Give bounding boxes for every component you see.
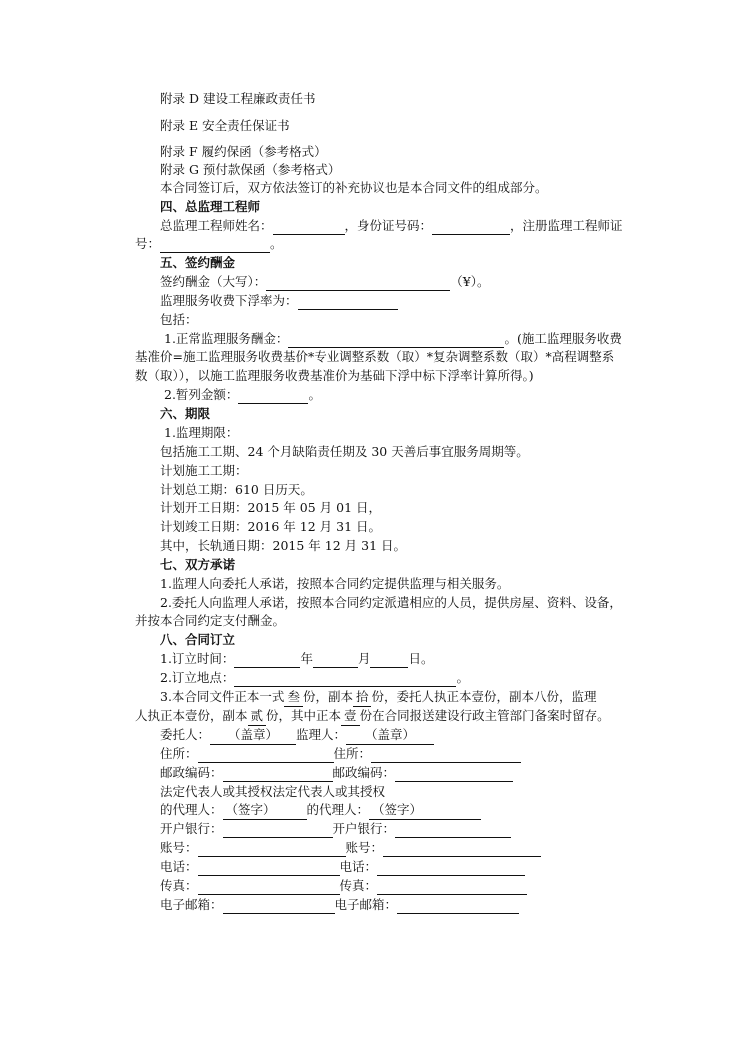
email-line — [160, 896, 519, 914]
amount-line — [160, 273, 489, 291]
client-account-blank — [198, 842, 346, 857]
client-line — [160, 726, 434, 745]
supervisor-postcode-blank — [395, 767, 513, 782]
supervisor-bank-blank — [395, 823, 511, 838]
client-email-blank — [223, 899, 335, 914]
copies-text-c: 份，委托人执正本壹份，副本八份，监理 — [371, 689, 597, 704]
month-blank — [313, 653, 358, 668]
copies-filed: 壹 — [341, 707, 360, 726]
chief-engineer-line — [160, 217, 623, 235]
client-bank-label: 开户银行： — [160, 821, 223, 836]
client-bank-blank — [223, 823, 333, 838]
phone-line — [160, 858, 525, 876]
amount-blank — [266, 276, 450, 291]
client-fax-label: 传真： — [160, 878, 198, 893]
address-line — [160, 745, 521, 763]
client-postcode-blank — [223, 767, 333, 782]
sign-place-line — [160, 669, 469, 687]
supervisor-phone-label: 电话： — [339, 859, 378, 874]
supervisor-agent-sign: （签字） — [369, 801, 481, 820]
id-blank — [432, 220, 510, 235]
include-label: 包括： — [160, 312, 198, 327]
item2-end: 。 — [308, 387, 321, 402]
supervisor-label: 监理人： — [296, 727, 347, 742]
item1-tail: 。(施工监理服务收费 — [504, 331, 622, 346]
client-account-label: 账号： — [160, 840, 198, 855]
supervisor-bank-label: 开户银行： — [332, 821, 396, 836]
day-blank — [370, 653, 408, 668]
section-6-heading: 六、期限 — [160, 406, 211, 421]
year-blank — [234, 653, 300, 668]
day-label: 日。 — [408, 651, 434, 666]
time-label: 1.订立时间： — [160, 651, 235, 666]
copies-duplicate: 拾 — [353, 688, 372, 707]
rate-label: 监理服务收费下浮率为： — [160, 293, 298, 308]
chief-name-label: 总监理工程师姓名： — [160, 218, 273, 233]
supervisor-seal: （盖章） — [346, 726, 434, 745]
cert-no-label: 号： — [135, 236, 161, 251]
copies-line2 — [135, 707, 610, 726]
client-seal: （盖章） — [210, 726, 296, 745]
term-p5: 计划开工日期：2015 年 05 月 01 日， — [160, 500, 381, 515]
client-address-blank — [198, 748, 334, 763]
sign-time-line — [160, 650, 433, 668]
section-4-heading: 四、总监理工程师 — [160, 199, 261, 214]
cert-number-line — [135, 235, 283, 253]
rate-line — [160, 292, 398, 310]
promise-p2b: 并按本合同约定支付酬金。 — [135, 613, 286, 628]
rep-line: 法定代表人或其授权法定代表人或其授权 — [160, 784, 386, 799]
place-blank — [234, 672, 456, 687]
client-label: 委托人： — [160, 727, 211, 742]
supervisor-email-label: 电子邮箱： — [334, 897, 398, 912]
client-postcode-label: 邮政编码： — [160, 765, 223, 780]
supervisor-address-label: 住所： — [333, 746, 372, 761]
appendix-g: 附录 G 预付款保函（参考格式） — [160, 162, 341, 177]
supervisor-phone-blank — [377, 861, 525, 876]
copies-supervisor-dup: 贰 — [248, 707, 267, 726]
client-phone-blank — [198, 861, 340, 876]
place-end: 。 — [456, 670, 469, 685]
appendix-d: 附录 D 建设工程廉政责任书 — [160, 91, 316, 106]
supervisor-agent-label: 的代理人： — [306, 802, 370, 817]
chief-name-blank — [273, 220, 345, 235]
client-fax-blank — [198, 880, 340, 895]
item1-line3: 数（取）），以施工监理服务收费基准价为基础下浮中标下浮率计算所得。) — [135, 368, 534, 383]
id-label: ，身份证号码： — [344, 218, 433, 233]
copies-text-b: 份，副本 — [302, 689, 353, 704]
section-5-heading: 五、签约酬金 — [160, 255, 236, 270]
item2-label: 2.暂列金额： — [164, 387, 239, 402]
supervisor-email-blank — [397, 899, 519, 914]
client-agent-label: 的代理人： — [160, 802, 223, 817]
client-agent-sign: （签字） — [223, 801, 307, 820]
item1-line2: 基准价=施工监理服务收费基价*专业调整系数（取）*复杂调整系数（取）*高程调整系 — [135, 349, 615, 364]
term-p6: 计划竣工日期：2016 年 12 月 31 日。 — [160, 519, 381, 534]
cert-no-end: 。 — [270, 236, 283, 251]
month-label: 月 — [357, 651, 371, 666]
term-p7: 其中，长轨通日期：2015 年 12 月 31 日。 — [160, 538, 406, 553]
rate-blank — [298, 295, 398, 310]
copies-text-a: 3.本合同文件正本一式 — [160, 689, 285, 704]
place-label: 2.订立地点： — [160, 670, 235, 685]
item2-blank — [238, 389, 308, 404]
copies-text-d: 人执正本壹份，副本 — [135, 708, 248, 723]
section-7-heading: 七、双方承诺 — [160, 557, 236, 572]
agent-line — [160, 801, 481, 820]
promise-p1: 1.监理人向委托人承诺，按照本合同约定提供监理与相关服务。 — [160, 576, 510, 591]
client-email-label: 电子邮箱： — [160, 897, 223, 912]
term-p2: 包括施工工期、24 个月缺陷责任期及 30 天善后事宜服务周期等。 — [160, 444, 529, 459]
copies-text-f: 份在合同报送建设行政主管部门备案时留存。 — [359, 708, 610, 723]
year-label: 年 — [300, 651, 313, 666]
term-p1: 1.监理期限： — [164, 425, 239, 440]
term-p4: 计划总工期：610 日历天。 — [160, 482, 313, 497]
client-phone-label: 电话： — [160, 859, 198, 874]
term-p3: 计划施工工期： — [160, 463, 248, 478]
supplement-note: 本合同签订后，双方依法签订的补充协议也是本合同文件的组成部分。 — [160, 180, 548, 195]
amount-unit: （¥）。 — [450, 274, 490, 289]
amount-label: 签约酬金（大写）： — [160, 274, 267, 289]
supervisor-postcode-label: 邮政编码： — [332, 765, 396, 780]
client-address-label: 住所： — [160, 746, 198, 761]
supervisor-account-label: 账号： — [345, 840, 384, 855]
cert-no-blank — [160, 238, 270, 253]
item2-line — [164, 386, 321, 404]
cert-label: ，注册监理工程师证 — [510, 218, 623, 233]
fax-line — [160, 877, 527, 895]
supervisor-address-blank — [371, 748, 521, 763]
supervisor-fax-label: 传真： — [339, 878, 378, 893]
supervisor-account-blank — [383, 842, 541, 857]
item1-line — [164, 330, 622, 348]
appendix-f: 附录 F 履约保函（参考格式） — [160, 144, 327, 159]
appendix-e: 附录 E 安全责任保证书 — [160, 118, 290, 133]
account-line — [160, 839, 541, 857]
promise-p2a: 2.委托人向监理人承诺，按照本合同约定派遣相应的人员，提供房屋、资料、设备， — [160, 595, 622, 610]
item1-blank — [288, 333, 504, 348]
copies-line1 — [160, 688, 597, 707]
postcode-line — [160, 764, 513, 782]
copies-original: 叁 — [284, 688, 303, 707]
item1-label: 1.正常监理服务酬金： — [164, 331, 289, 346]
section-8-heading: 八、合同订立 — [160, 632, 236, 647]
supervisor-fax-blank — [377, 880, 527, 895]
copies-text-e: 份，其中正本 — [266, 708, 342, 723]
bank-line — [160, 820, 511, 838]
